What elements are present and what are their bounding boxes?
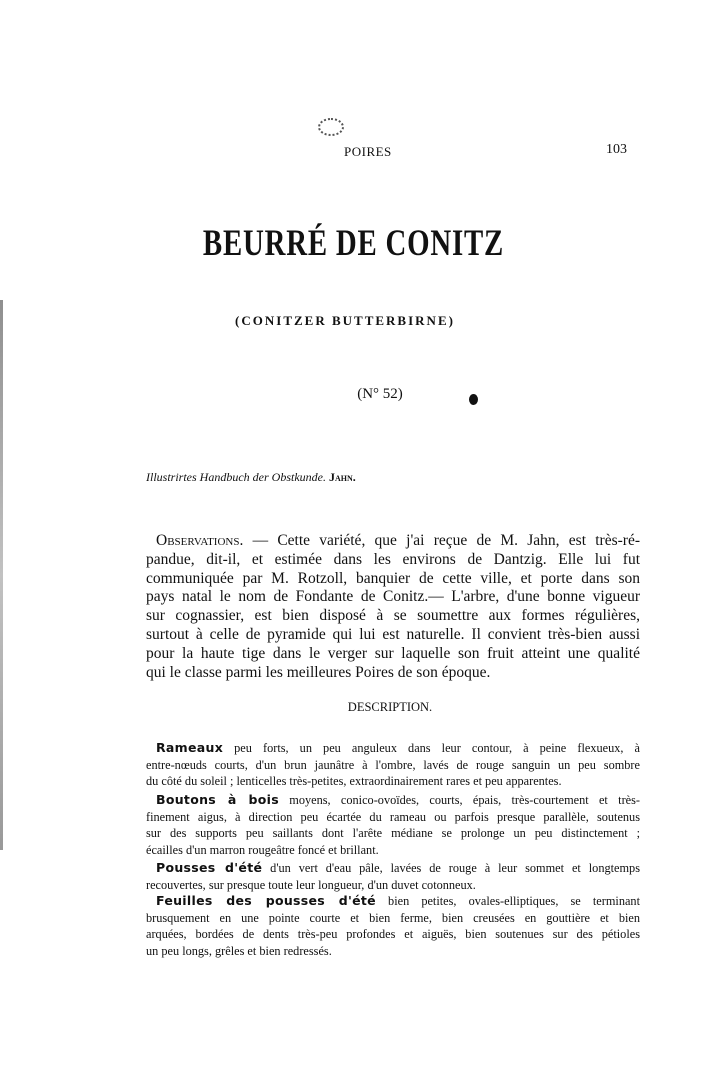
description-boutons: [146, 792, 640, 858]
scan-margin-shadow: [0, 300, 3, 850]
citation-author: Jahn.: [328, 470, 356, 484]
text-line: surtout à celle de pyramide qui lui est naturelle. Il convient très-bien aussi: [146, 625, 640, 643]
observations-paragraph: [146, 532, 640, 682]
text-line: un peu longs, grêles et bien redressés.: [146, 943, 332, 958]
text-line: écailles d'un marron rougeâtre foncé et brillant.: [146, 842, 379, 857]
term: Rameaux: [156, 740, 224, 755]
text-line: [146, 740, 640, 757]
text-line: du côté du soleil ; lenticelles très-petites, extraordinairement rares et peu apparentes.: [146, 774, 562, 789]
text-line: [146, 532, 640, 551]
description-feuilles: [146, 893, 640, 959]
line-text: d'un vert d'eau pâle, lavées de rouge à leur sommet et longtemps: [262, 861, 640, 875]
library-stamp-mark: [318, 118, 344, 136]
text-line: pays natal le nom de Fondante de Conitz.— L'arbre, d'une bonne vigueur: [146, 588, 640, 606]
text-line: recouvertes, sur presque toute leur longueur, d'un duvet cotonneux.: [146, 877, 476, 892]
variety-number: (N° 52): [357, 386, 403, 402]
text-line: sur cognassier, est bien disposé à se soumettre aux formes régulières,: [146, 607, 640, 625]
text-line: entre-nœuds courts, d'un brun jaunâtre à l'ombre, lavés de rouge sanguin un peu sombre: [146, 757, 640, 772]
text-line: sur des supports peu saillants dont l'arête médiane se prolonge un peu distinctement ;: [146, 826, 640, 841]
text-line: [146, 792, 640, 809]
description-rameaux: [146, 740, 640, 790]
citation-work: Illustrirtes Handbuch der Obstkunde.: [146, 470, 326, 484]
line-text: moyens, conico-ovoïdes, courts, épais, très-courtement et très-: [278, 793, 641, 807]
page-subtitle: (CONITZER BUTTERBIRNE): [235, 313, 455, 328]
text-line: finement aigus, à direction peu écartée du rameau ou parfois presque parallèle, soutenus: [146, 809, 640, 824]
description-heading: DESCRIPTION.: [347, 700, 433, 714]
citation: [146, 470, 356, 485]
description-pousses: [146, 860, 640, 893]
text-line: pour la haute tige dans le verger sur laquelle son fruit atteint une qualité: [146, 644, 640, 662]
observations-label: Observations.: [156, 532, 244, 549]
term: Boutons à bois: [156, 792, 279, 807]
text-line: brusquement en une pointe courte et bien ferme, bien creusées en gouttière et bien: [146, 910, 640, 925]
text-line: qui le classe parmi les meilleures Poires de son époque.: [146, 663, 491, 681]
term: Pousses d'été: [156, 860, 263, 875]
text-line: [146, 860, 640, 877]
term: Feuilles des pousses d'été: [156, 893, 376, 908]
line-text: peu forts, un peu anguleux dans leur contour, à peine flexueux, à: [223, 741, 640, 755]
page-title: BEURRÉ DE CONITZ: [202, 223, 505, 264]
text-line: [146, 893, 640, 910]
line-text: — Cette variété, que j'ai reçue de M. Jahn, est très-ré-: [243, 532, 640, 549]
page-number: 103: [606, 142, 627, 157]
line-text: bien petites, ovales-elliptiques, se terminant: [375, 894, 640, 908]
text-line: communiquée par M. Rotzoll, banquier de cette ville, et porte dans son: [146, 569, 640, 587]
text-line: arquées, bordées de dents très-peu profondes et aiguës, bien soutenues sur des pétioles: [146, 927, 640, 942]
text-line: pandue, dit-il, et estimée dans les environs de Dantzig. Elle lui fut: [146, 550, 640, 568]
running-title: POIRES: [344, 144, 392, 159]
